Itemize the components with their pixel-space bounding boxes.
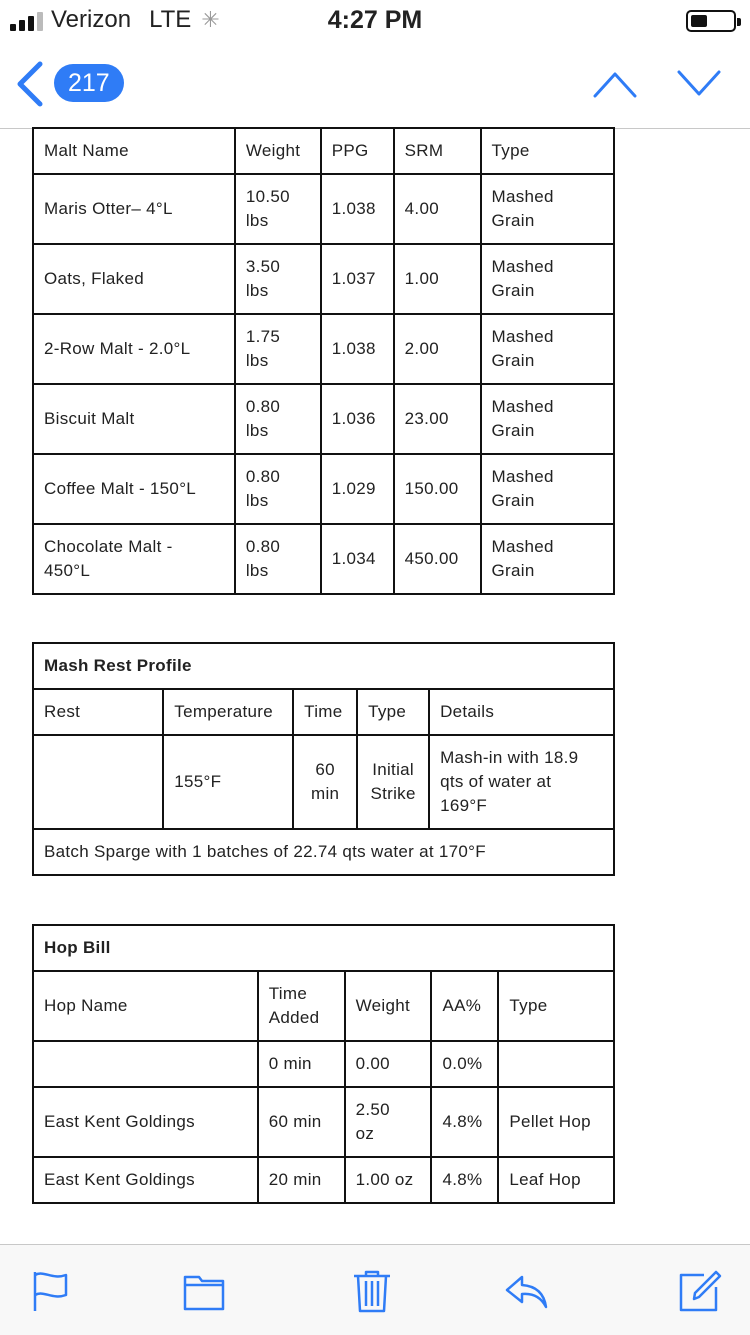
malt-srm: 1.00 (394, 244, 481, 314)
trash-icon[interactable] (350, 1269, 394, 1313)
malt-row (33, 454, 614, 524)
mash-rest (33, 735, 163, 829)
reply-icon[interactable] (504, 1269, 548, 1313)
hop-weight (345, 1087, 432, 1157)
mash-header-temperature: Temperature (163, 689, 293, 735)
malt-srm: 150.00 (394, 454, 481, 524)
mash-type-line1: Initial (372, 760, 414, 779)
malt-type-line2: Grain (491, 281, 535, 300)
folder-icon[interactable] (182, 1269, 226, 1313)
malt-name (33, 524, 235, 594)
malt-weight-value: 10.50 (245, 187, 290, 206)
hop-type: Leaf Hop (498, 1157, 614, 1203)
mash-details-line3: 169°F (440, 796, 488, 815)
clock: 4:27 PM (327, 6, 423, 34)
hop-time: 20 min (258, 1157, 345, 1203)
mash-type-line2: Strike (370, 784, 416, 803)
mash-title: Mash Rest Profile (33, 643, 614, 689)
malt-srm: 23.00 (394, 384, 481, 454)
malt-ppg: 1.038 (321, 314, 394, 384)
malt-ppg: 1.034 (321, 524, 394, 594)
next-message-icon[interactable] (676, 68, 722, 100)
malt-weight-value: 0.80 (245, 397, 281, 416)
hop-aa: 4.8% (431, 1157, 498, 1203)
mash-details-line1: Mash-in with 18.9 (440, 748, 579, 767)
malt-weight (235, 244, 321, 314)
hop-weight: 1.00 oz (345, 1157, 432, 1203)
malt-name-line1: Chocolate Malt - (44, 537, 173, 556)
mash-temperature: 155°F (163, 735, 293, 829)
malt-weight-value: 0.80 (245, 467, 281, 486)
network-label: LTE (149, 6, 192, 33)
hop-weight-unit: oz (355, 1124, 375, 1143)
malt-type (481, 174, 614, 244)
malt-type (481, 244, 614, 314)
malt-weight (235, 454, 321, 524)
hop-title: Hop Bill (33, 925, 614, 971)
malt-name-line2: 450°L (44, 561, 91, 580)
mash-details-line2: qts of water at (440, 772, 552, 791)
mash-header-time: Time (293, 689, 357, 735)
hop-header-row (33, 971, 614, 1041)
malt-type (481, 384, 614, 454)
back-chevron-icon[interactable] (14, 60, 48, 108)
malt-type-line2: Grain (491, 421, 535, 440)
mash-header-row (33, 689, 614, 735)
malt-name: Biscuit Malt (33, 384, 235, 454)
malt-row (33, 314, 614, 384)
hop-bill-table (32, 924, 615, 1204)
hop-header-type: Type (498, 971, 614, 1041)
malt-name: Coffee Malt - 150°L (33, 454, 235, 524)
hop-row (33, 1087, 614, 1157)
previous-message-icon[interactable] (592, 68, 638, 100)
malt-type-line1: Mashed (491, 187, 554, 206)
malt-weight (235, 174, 321, 244)
malt-weight-unit: lbs (245, 421, 269, 440)
inbox-count-badge[interactable]: 217 (54, 64, 124, 102)
malt-header-type: Type (481, 128, 614, 174)
mash-time-unit: min (311, 784, 340, 803)
mash-time-value: 60 (315, 760, 335, 779)
activity-spinner-icon: ✳ (201, 7, 220, 32)
malt-weight (235, 384, 321, 454)
hop-row (33, 1041, 614, 1087)
malt-type-line2: Grain (491, 491, 535, 510)
hop-name: East Kent Goldings (33, 1157, 258, 1203)
malt-srm: 450.00 (394, 524, 481, 594)
hop-type: Pellet Hop (498, 1087, 614, 1157)
malt-table (32, 127, 615, 595)
malt-type-line1: Mashed (491, 397, 554, 416)
malt-weight-unit: lbs (245, 561, 269, 580)
mail-toolbar (0, 1244, 750, 1335)
malt-weight-value: 3.50 (245, 257, 281, 276)
hop-header-time-line2: Added (268, 1008, 320, 1027)
malt-header-name: Malt Name (33, 128, 235, 174)
mail-nav-bar (0, 40, 750, 129)
hop-header-aa: AA% (431, 971, 498, 1041)
sparge-row (33, 829, 614, 875)
malt-srm: 4.00 (394, 174, 481, 244)
hop-time: 60 min (258, 1087, 345, 1157)
mash-type (357, 735, 429, 829)
malt-ppg: 1.038 (321, 174, 394, 244)
mash-details (429, 735, 614, 829)
malt-row (33, 384, 614, 454)
sparge-note: Batch Sparge with 1 batches of 22.74 qts water at 170°F (33, 829, 614, 875)
malt-weight-value: 1.75 (245, 327, 281, 346)
malt-type-line1: Mashed (491, 257, 554, 276)
hop-header-weight: Weight (345, 971, 432, 1041)
malt-type (481, 454, 614, 524)
compose-icon[interactable] (678, 1269, 722, 1313)
hop-time: 0 min (258, 1041, 345, 1087)
mash-rest-table (32, 642, 615, 876)
malt-header-weight: Weight (235, 128, 321, 174)
mash-header-type: Type (357, 689, 429, 735)
battery-icon (686, 10, 736, 32)
hop-aa: 0.0% (431, 1041, 498, 1087)
malt-name: Maris Otter– 4°L (33, 174, 235, 244)
hop-weight-value: 2.50 (355, 1100, 390, 1119)
hop-name: East Kent Goldings (33, 1087, 258, 1157)
malt-ppg: 1.029 (321, 454, 394, 524)
malt-weight-unit: lbs (245, 491, 269, 510)
malt-type-line1: Mashed (491, 467, 554, 486)
malt-weight-unit: lbs (245, 281, 269, 300)
carrier-label: Verizon (51, 6, 132, 33)
malt-header-srm: SRM (394, 128, 481, 174)
malt-type-line1: Mashed (491, 327, 554, 346)
malt-row (33, 524, 614, 594)
hop-name (33, 1041, 258, 1087)
malt-weight (235, 524, 321, 594)
malt-ppg: 1.037 (321, 244, 394, 314)
malt-name: Oats, Flaked (33, 244, 235, 314)
malt-name: 2-Row Malt - 2.0°L (33, 314, 235, 384)
malt-type-line2: Grain (491, 211, 535, 230)
hop-row (33, 1157, 614, 1203)
mash-title-row (33, 643, 614, 689)
hop-aa: 4.8% (431, 1087, 498, 1157)
malt-weight-unit: lbs (245, 211, 269, 230)
malt-ppg: 1.036 (321, 384, 394, 454)
mash-header-details: Details (429, 689, 614, 735)
mash-time (293, 735, 357, 829)
mash-row (33, 735, 614, 829)
malt-row (33, 244, 614, 314)
malt-srm: 2.00 (394, 314, 481, 384)
hop-weight: 0.00 (345, 1041, 432, 1087)
hop-header-time-line1: Time (268, 984, 308, 1003)
malt-weight-value: 0.80 (245, 537, 281, 556)
malt-type (481, 314, 614, 384)
hop-header-name: Hop Name (33, 971, 258, 1041)
mash-header-rest: Rest (33, 689, 163, 735)
hop-type (498, 1041, 614, 1087)
malt-header-row (33, 128, 614, 174)
malt-weight-unit: lbs (245, 351, 269, 370)
hop-header-time (258, 971, 345, 1041)
malt-row (33, 174, 614, 244)
malt-type-line2: Grain (491, 351, 535, 370)
malt-header-ppg: PPG (321, 128, 394, 174)
malt-type (481, 524, 614, 594)
hop-title-row (33, 925, 614, 971)
malt-weight (235, 314, 321, 384)
malt-type-line1: Mashed (491, 537, 554, 556)
malt-type-line2: Grain (491, 561, 535, 580)
flag-icon[interactable] (30, 1269, 74, 1313)
status-bar (0, 0, 750, 40)
